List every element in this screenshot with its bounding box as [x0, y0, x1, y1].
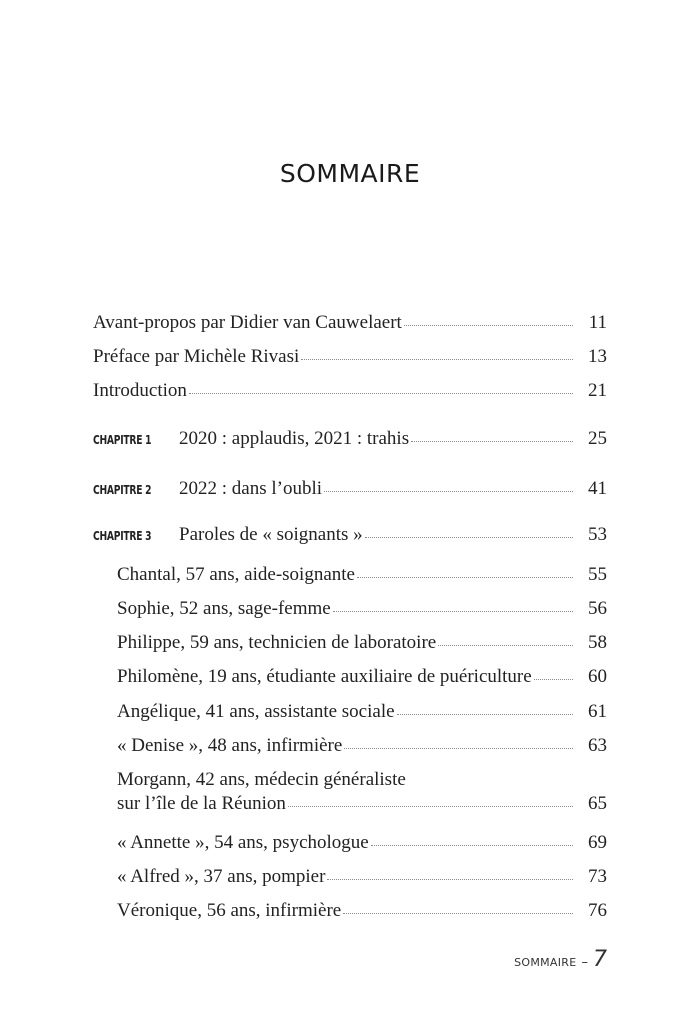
toc-subentry[interactable]: [117, 632, 607, 654]
toc-subentry[interactable]: [117, 866, 607, 888]
toc-subentry[interactable]: [117, 735, 607, 757]
chapter-page: 41: [588, 478, 607, 499]
chapter-label: 2020 : applaudis, 2021 : trahis: [179, 428, 410, 449]
toc-subentry[interactable]: [117, 666, 607, 688]
toc-entry-page: 11: [588, 312, 607, 333]
running-footer-label: SOMMAIRE: [514, 956, 577, 969]
dot-leader: [333, 611, 573, 612]
dot-leader: [324, 491, 573, 492]
toc-entry[interactable]: [93, 312, 607, 334]
page-number: 7: [593, 947, 607, 972]
subentry-label: « Denise », 48 ans, infirmière: [117, 735, 343, 756]
chapter-tag: CHAPITRE 3: [93, 529, 152, 543]
toc-chapter[interactable]: [93, 478, 607, 500]
dot-leader: [343, 913, 573, 914]
subentry-page: 63: [588, 735, 607, 756]
dot-leader: [344, 748, 573, 749]
subentry-page: 76: [588, 900, 607, 921]
subentry-label: Philippe, 59 ans, technicien de laboratoire: [117, 632, 437, 653]
subentry-page: 69: [588, 832, 607, 853]
toc-entry[interactable]: [93, 380, 607, 402]
toc-entry-label: Préface par Michèle Rivasi: [93, 346, 300, 367]
chapter-page: 25: [588, 428, 607, 449]
subentry-page: 60: [588, 666, 607, 687]
footer-separator: –: [581, 955, 588, 970]
toc-chapter[interactable]: [93, 428, 607, 450]
toc-subentry[interactable]: [117, 701, 607, 723]
chapter-tag: CHAPITRE 1: [93, 433, 152, 447]
chapter-tag: CHAPITRE 2: [93, 483, 152, 497]
toc-entry-label: Avant-propos par Didier van Cauwelaert: [93, 312, 402, 333]
toc-subentry[interactable]: [117, 564, 607, 586]
dot-leader: [365, 537, 573, 538]
toc-subentry[interactable]: [117, 832, 607, 854]
toc-entry-page: 13: [588, 346, 607, 367]
toc-entry-page: 21: [588, 380, 607, 401]
subentry-label: Angélique, 41 ans, assistante sociale: [117, 701, 395, 722]
subentry-page: 61: [588, 701, 607, 722]
dot-leader: [327, 879, 573, 880]
subentry-page: 55: [588, 564, 607, 585]
dot-leader: [534, 679, 573, 680]
subentry-page: 56: [588, 598, 607, 619]
page-title: SOMMAIRE: [279, 158, 421, 188]
subentry-label: Sophie, 52 ans, sage-femme: [117, 598, 331, 619]
toc-entry-label: Introduction: [93, 380, 187, 401]
subentry-label: « Alfred », 37 ans, pompier: [117, 866, 326, 887]
dot-leader: [371, 845, 573, 846]
chapter-label: Paroles de « soignants »: [179, 524, 363, 545]
toc-subentry[interactable]: [117, 793, 607, 815]
dot-leader: [301, 359, 573, 360]
chapter-page: 53: [588, 524, 607, 545]
dot-leader: [438, 645, 573, 646]
toc-chapter[interactable]: [93, 524, 607, 546]
subentry-page: 73: [588, 866, 607, 887]
toc-subentry[interactable]: [117, 598, 607, 620]
toc-entry[interactable]: [93, 346, 607, 368]
subentry-label: Philomène, 19 ans, étudiante auxiliaire de puériculture: [117, 666, 532, 687]
chapter-label: 2022 : dans l’oubli: [179, 478, 323, 499]
subentry-label: Véronique, 56 ans, infirmière: [117, 900, 342, 921]
subentry-label: « Annette », 54 ans, psychologue: [117, 832, 369, 853]
toc-subentry[interactable]: [117, 900, 607, 922]
dot-leader: [404, 325, 573, 326]
subentry-label: Chantal, 57 ans, aide-soignante: [117, 564, 355, 585]
subentry-page: 65: [588, 793, 607, 814]
subentry-label: sur l’île de la Réunion: [117, 793, 286, 814]
dot-leader: [397, 714, 573, 715]
dot-leader: [411, 441, 573, 442]
page-footer: [514, 947, 607, 972]
dot-leader: [357, 577, 573, 578]
subentry-page: 58: [588, 632, 607, 653]
dot-leader: [189, 393, 573, 394]
dot-leader: [288, 806, 573, 807]
subentry-label-line1: Morgann, 42 ans, médecin généraliste: [117, 769, 406, 790]
